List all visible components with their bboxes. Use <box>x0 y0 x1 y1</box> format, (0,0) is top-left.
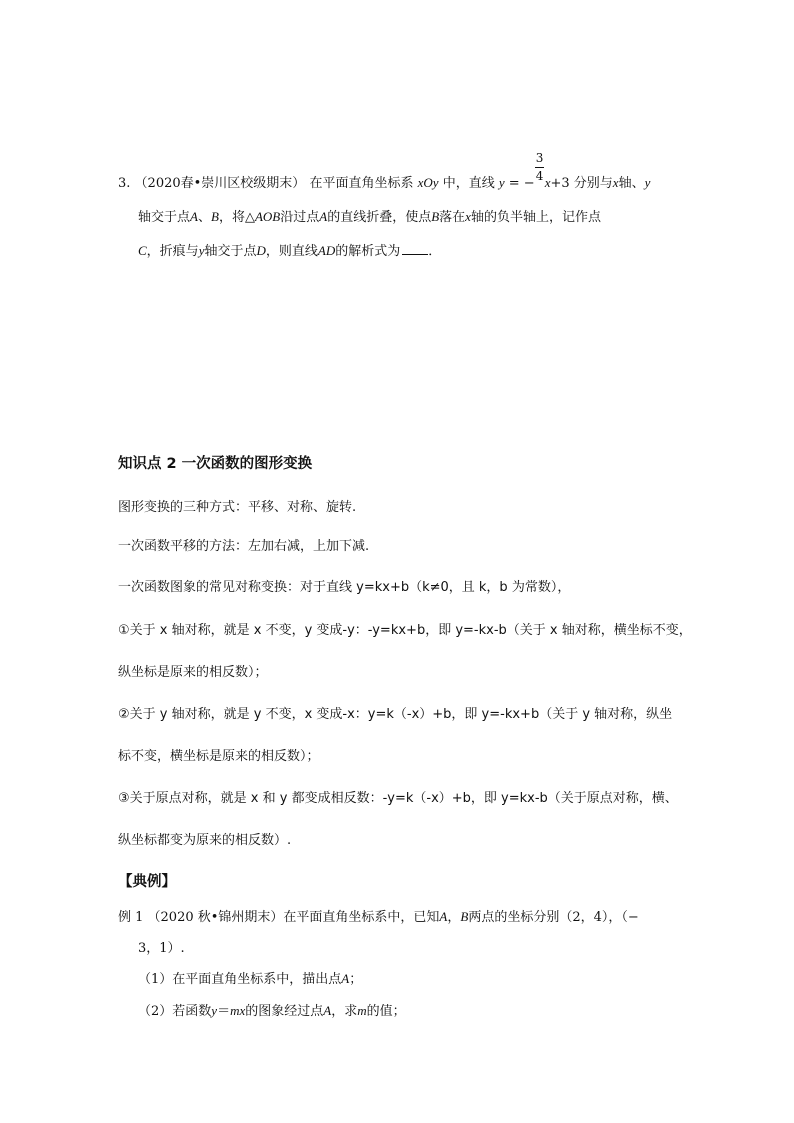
question-text: （2）若函数 <box>138 1004 212 1019</box>
answer-blank <box>402 242 428 255</box>
problem-3-line-2 <box>138 206 601 225</box>
problem-text: 轴交于点 <box>138 210 191 225</box>
math-var: y <box>198 243 205 258</box>
math-var: B <box>460 909 469 924</box>
problem-text: 分别与 <box>573 176 613 191</box>
section-line-5: 纵坐标是原来的相反数）； <box>118 665 268 680</box>
problem-3-line-1 <box>118 151 651 191</box>
math-var: B <box>210 209 219 224</box>
problem-3-line-3 <box>138 240 441 259</box>
section-line-2: 一次函数平移的方法：左加右减，上加下减. <box>118 539 370 554</box>
math-var: mx <box>230 1003 246 1018</box>
example-text: ， <box>447 910 461 925</box>
math-op: +3 <box>550 176 570 191</box>
fraction <box>535 151 545 187</box>
problem-text: ，则直线 <box>265 244 318 259</box>
problem-text: ． <box>428 244 442 259</box>
problem-text: 轴的负半轴上，记作点 <box>470 210 601 225</box>
question-text: ，求 <box>331 1004 358 1019</box>
question-text: 的值； <box>366 1004 406 1019</box>
problem-text: ，折痕与 <box>146 244 199 259</box>
problem-text: 的直线折叠，使点 <box>327 210 432 225</box>
section-line-9: 纵坐标都变为原来的相反数）. <box>118 833 292 848</box>
example-text: 两点的坐标分别（2，4），（− <box>468 910 639 925</box>
math-var: AD <box>317 243 336 258</box>
math-var: xOy <box>417 175 439 190</box>
math-var: m <box>357 1003 367 1018</box>
section-line-3: 一次函数图象的常见对称变换：对于直线 y=kx+b（k≠0，且 k，b 为常数）， <box>118 580 571 595</box>
math-var: C <box>138 243 147 258</box>
math-var: B <box>431 209 440 224</box>
problem-text: 轴、 <box>618 176 645 191</box>
question-text: ； <box>349 972 363 987</box>
fraction-numerator: 3 <box>535 151 544 165</box>
problem-text: 在平面直角坐标系 <box>309 176 414 191</box>
math-var: A <box>319 209 328 224</box>
problem-number: 3. <box>118 176 131 191</box>
section-line-6: ②关于 y 轴对称，就是 y 不变，x 变成-x：y=k（-x）+b，即 y=-kx+b（关于 y 轴对称，纵坐 <box>118 707 673 722</box>
math-var: y <box>211 1003 218 1018</box>
question-text: 的图象经过点 <box>245 1004 324 1019</box>
problem-text: 中，直线 <box>442 176 495 191</box>
problem-source: （2020春•崇川区校级期末） <box>134 176 306 191</box>
math-var: x <box>465 209 471 224</box>
problem-text: 轴交于点 <box>204 244 257 259</box>
section-heading: 知识点 2 一次函数的图形变换 <box>118 456 313 472</box>
math-var: x <box>612 175 619 190</box>
math-var: D <box>256 243 266 258</box>
math-var: AOB <box>254 209 281 224</box>
example-text: 例 1 （2020 秋•锦州期末）在平面直角坐标系中，已知 <box>118 910 440 925</box>
math-var: y <box>498 175 505 190</box>
example-line-2: 3，1）. <box>138 941 185 956</box>
math-var: A <box>341 971 350 986</box>
problem-text: ，将△ <box>218 210 255 225</box>
math-var: A <box>190 209 198 224</box>
math-var: A <box>439 909 448 924</box>
math-var: x <box>544 175 551 190</box>
problem-text: 、 <box>197 210 211 225</box>
example-line-1 <box>118 906 639 925</box>
example-heading: 【典例】 <box>118 874 176 890</box>
problem-text: 沿过点 <box>280 210 320 225</box>
math-op: = − <box>504 176 535 191</box>
math-var: y <box>644 175 651 190</box>
question-text: （1）在平面直角坐标系中，描出点 <box>138 972 342 987</box>
fraction-bar <box>535 167 544 168</box>
fraction-denominator: 4 <box>535 169 544 183</box>
section-line-4: ①关于 x 轴对称，就是 x 不变，y 变成-y：-y=kx+b，即 y=-kx-b（关于 x 轴对称，横坐标不变， <box>118 623 692 638</box>
section-line-1: 图形变换的三种方式：平移、对称、旋转. <box>118 500 357 515</box>
section-line-7: 标不变，横坐标是原来的相反数）； <box>118 749 320 764</box>
math-op: ＝ <box>217 1004 231 1019</box>
example-question-2 <box>138 1000 406 1019</box>
problem-text: 落在 <box>439 210 466 225</box>
problem-text: 的解析式为 <box>335 244 401 259</box>
section-line-8: ③关于原点对称，就是 x 和 y 都变成相反数：-y=k（-x）+b，即 y=kx-b（关于原点对称，横、 <box>118 791 678 806</box>
math-var: A <box>323 1003 332 1018</box>
example-question-1 <box>138 968 362 987</box>
